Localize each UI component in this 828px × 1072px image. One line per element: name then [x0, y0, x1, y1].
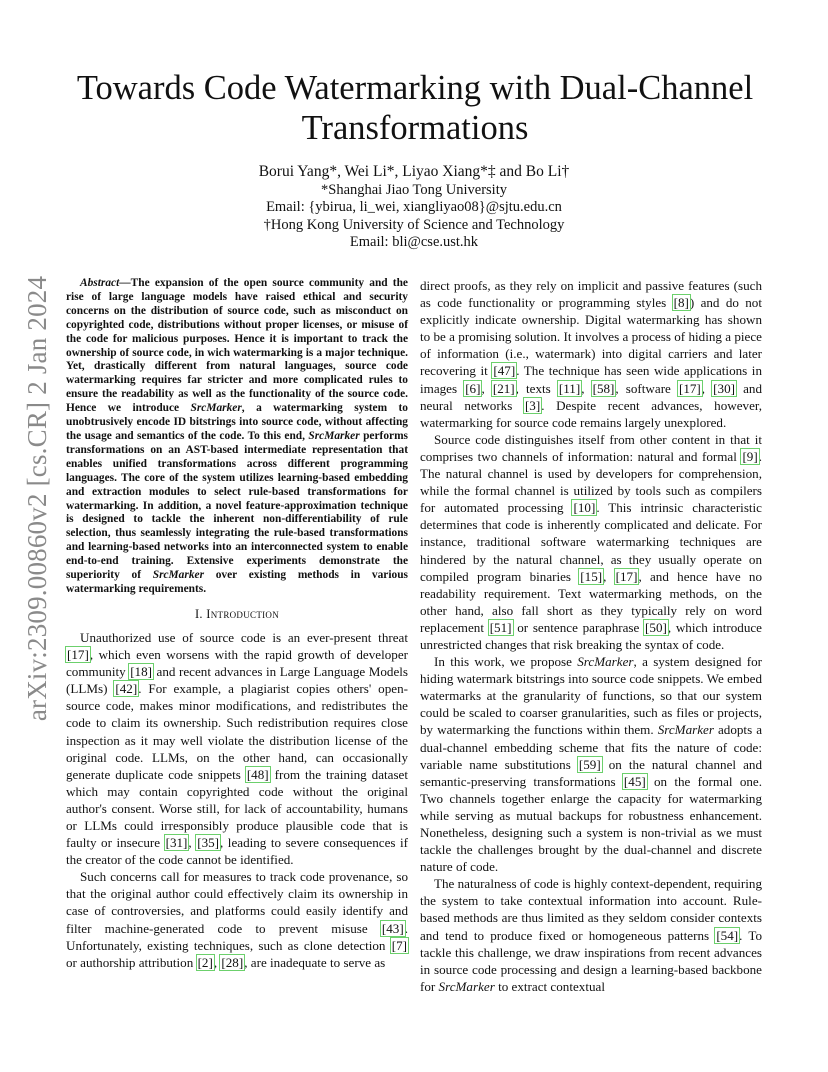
arxiv-identifier: [18, 275, 58, 721]
affiliation-1: *Shanghai Jiao Tong University: [321, 181, 507, 198]
citation-link[interactable]: [17]: [678, 380, 701, 396]
citation-link[interactable]: [7]: [391, 937, 407, 953]
citation-link[interactable]: [45]: [623, 773, 646, 789]
system-name: SrcMarker: [657, 722, 714, 738]
left-column: [66, 277, 408, 971]
citation-link[interactable]: [2]: [197, 954, 213, 970]
citation-link[interactable]: [35]: [197, 835, 220, 851]
citation-link[interactable]: [48]: [246, 766, 269, 782]
citation-link[interactable]: [17]: [615, 568, 638, 584]
citation-link[interactable]: [15]: [580, 568, 603, 584]
citation-link[interactable]: [6]: [465, 380, 481, 396]
paragraph: The naturalness of code is highly context-dependent, requiring the system to take contextual information into account. Rule-based methods are thus limited as they seldom consider contexts and tend to produce fixed or homogeneous patterns [54]. To tackle this challenge, we draw inspirations from recent advances in source code processing and design a learning-based backbone for SrcMarker to extract contextual: [420, 876, 762, 994]
citation-link[interactable]: [47]: [493, 363, 516, 379]
system-name: SrcMarker: [152, 569, 204, 582]
citation-link[interactable]: [30]: [713, 380, 735, 396]
arxiv-id-text: arXiv:2309.00860v2 [cs.CR] 2 Jan 2024: [22, 275, 53, 721]
system-name: SrcMarker: [577, 654, 634, 670]
email-1: Email: {ybirua, li_wei, xiangliyao08}@sjtu.edu.cn: [266, 199, 562, 215]
citation-link[interactable]: [28]: [221, 954, 244, 970]
citation-link[interactable]: [18]: [130, 664, 153, 680]
author-names: Borui Yang*, Wei Li*, Liyao Xiang*‡ and Bo Li†: [258, 163, 570, 180]
citation-link[interactable]: [58]: [592, 380, 615, 396]
citation-link[interactable]: [31]: [165, 835, 188, 851]
email-2: Email: bli@cse.ust.hk: [349, 234, 479, 250]
abstract: [66, 277, 408, 597]
author-block: [200, 163, 628, 252]
paragraph: Source code distinguishes itself from other content in that it comprises two channels of information: natural and formal [9]. The natural channel is used by developers for comprehension, while the formal channel is utilized by tools such as compilers for automated processing [10]. This intrinsic characteristic determines that code is inherently complicated and delicate. For instance, traditional software watermarking techniques are hindered by the natural channel, as they usually operate on compiled program binaries [15], [17], and hence have no readability requirement. Text watermarking methods, on the other hand, also fall short as they typically rely on word replacement [51] or sentence paraphrase [50], which introduce unrestricted changes that risk breaking the syntax of code.: [420, 431, 762, 652]
system-name: SrcMarker: [190, 402, 242, 415]
citation-link[interactable]: [3]: [524, 397, 541, 413]
citation-link[interactable]: [11]: [558, 380, 581, 396]
citation-link[interactable]: [42]: [115, 681, 138, 697]
system-name: SrcMarker: [308, 429, 360, 442]
citation-link[interactable]: [17]: [67, 647, 89, 663]
paragraph: In this work, we propose SrcMarker, a system designed for hiding watermark bitstrings into source code snippets. We embed watermarks at the granularity of functions, so that our system could be scaled to coarser granularities, such as files or projects, by watermarking the functions within them. SrcMarker adopts a dual-channel embedding scheme that fits the nature of code: variable name substitutions [59] on the natural channel and semantic-preserving transformations [45] on the formal one. Two channels together enlarge the capacity for watermarking while serving as mutual backups for robustness enhancement. Nonetheless, designing such a system is non-trivial as we must tackle the challenges brought by the dual-channel and discrete nature of code.: [420, 654, 763, 875]
section-heading: I. Introduction: [194, 606, 280, 621]
paragraph: direct proofs, as they rely on implicit and passive features (such as code functionality or programming styles [8]) and do not explicitly indicate ownership. Digital watermarking has shown to be a promising solution. It involves a process of hiding a piece of information (i.e., watermark) into digital carriers and later recovering it [47]. The technique has seen wide applications in images [6], [21], texts [11], [58], software [17], [30] and neural networks [3]. Despite recent advances, however, watermarking for source code remains largely unexplored.: [420, 278, 763, 430]
citation-link[interactable]: [59]: [578, 756, 601, 772]
abstract-text: —The expansion of the open source community and the rise of large language models have raised ethical and security concerns on the distribution of source code, such as misconduct on copyrighted code, distributions without proper licenses, or misuse of the code for malicious purposes. Hence it is important to track the ownership of source code, in wich watermarking is a major technique. Yet, drastically different from natural languages, source code watermarking requires far stricter and more complicated rules to ensure the readability as well as the functionality of the source code. Hence we introduce SrcMarker, a watermarking system to unobtrusively encode ID bitstrings into source code, without affecting the usage and semantics of the code. To this end, SrcMarker performs transformations on an AST-based intermediate representation that enables unified transformations across different programming languages. The core of the system utilizes learning-based embedding and extraction modules to select rule-based transformations for watermarking. In addition, a novel feature-approximation technique is designed to tackle the inherent non-differentiability of rule selection, thus seamlessly integrating the rule-based transformations and learning-based networks into an interconnected system to enable end-to-end training. Extensive experiments demonstrate the superiority of SrcMarker over existing methods in various watermarking requirements.: [66, 277, 408, 595]
citation-link[interactable]: [51]: [489, 619, 512, 635]
paper-title: Towards Code Watermarking with Dual-Channel Transformations: [76, 69, 754, 147]
system-name: SrcMarker: [438, 978, 495, 994]
citation-link[interactable]: [54]: [716, 927, 739, 943]
affiliation-2: †Hong Kong University of Science and Technology: [263, 216, 565, 233]
citation-link[interactable]: [21]: [492, 380, 515, 396]
citation-link[interactable]: [43]: [381, 920, 404, 936]
right-column: [420, 277, 762, 995]
paragraph: Unauthorized use of source code is an ever-present threat [17], which even worsens with the rapid growth of developer community [18] and recent advances in Large Language Models (LLMs) [42]. For example, a plagiarist copies others' open-source code, makes minor modifications, and redistributes the code to claim its ownership. Such redistribution requires close inspection as it may well violate the distribution license of the original code. LLMs, on the other hand, can occasionally generate duplicate code snippets [48] from the training dataset which may contain copyrighted code without the original author's consent. Worse still, for lack of accountability, humans or LLMs could irresponsibly produce plausible code that is faulty or insecure [31], [35], leading to severe consequences if the creator of the code cannot be identified.: [66, 629, 409, 868]
citation-link[interactable]: [9]: [742, 448, 758, 464]
abstract-label: Abstract: [80, 277, 120, 289]
citation-link[interactable]: [50]: [645, 619, 667, 635]
citation-link[interactable]: [10]: [573, 500, 596, 516]
citation-link[interactable]: [8]: [673, 295, 689, 311]
paragraph: Such concerns call for measures to track code provenance, so that the original author could effectively claim its ownership in case of controversies, and platforms could easily identify and filter machine-generated code to prevent misuse [43]. Unfortunately, existing techniques, such as clone detection [7] or authorship attribution [2], [28], are inadequate to serve as: [66, 869, 408, 970]
